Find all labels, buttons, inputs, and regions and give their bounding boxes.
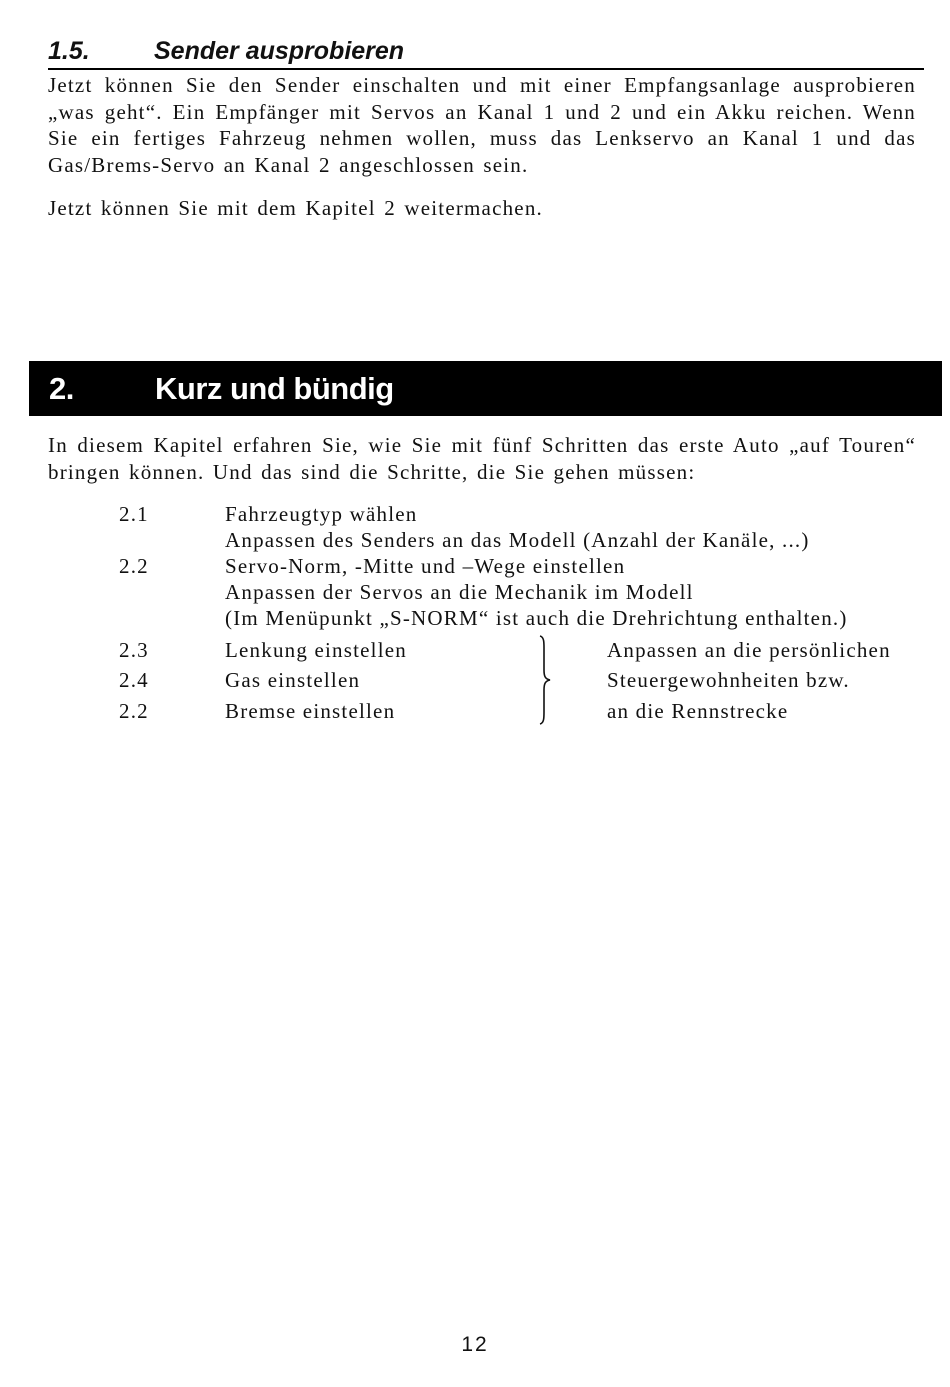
step-text: Gas einstellen (225, 668, 361, 692)
chapter-number: 2. (49, 371, 74, 406)
section-1-5-heading (48, 34, 924, 70)
step-text: Servo-Norm, -Mitte und –Wege einstellen (225, 554, 626, 578)
step-side-note: Steuergewohnheiten bzw. (607, 668, 850, 692)
page-number: 12 (461, 1333, 489, 1356)
chapter-2-heading-bar (29, 361, 942, 416)
section-number: 1.5. (48, 37, 90, 65)
step-text: Lenkung einstellen (225, 638, 407, 662)
section-1-5-paragraph-2: Jetzt können Sie mit dem Kapitel 2 weitermachen. (48, 196, 543, 220)
section-title: Sender ausprobieren (154, 37, 405, 65)
section-1-5-paragraph-1: Jetzt können Sie den Sender einschalten und mit einer Empfangsanlage ausprobieren „was geht“. Ein Empfänger mit Servos an Kanal 1 und 2 und ein Akku reichen. Wenn Sie ein fertiges Fahrzeug nehmen wollen, muss das Lenkservo an Kanal 1 und das Gas/Brems-Servo an Kanal 2 angeschlossen sein. (48, 73, 916, 177)
step-text: Bremse einstellen (225, 699, 396, 723)
step-number: 2.2 (119, 699, 149, 723)
step-text: (Im Menüpunkt „S-NORM“ ist auch die Drehrichtung enthalten.) (225, 606, 848, 630)
step-text: Anpassen des Senders an das Modell (Anzahl der Kanäle, ...) (225, 528, 810, 552)
step-number: 2.1 (119, 502, 149, 526)
step-side-note: an die Rennstrecke (607, 699, 789, 723)
step-row (0, 604, 950, 632)
step-row (0, 636, 950, 664)
step-number: 2.2 (119, 554, 149, 578)
step-row (0, 500, 950, 528)
step-text: Fahrzeugtyp wählen (225, 502, 418, 526)
step-row (0, 526, 950, 554)
curly-brace-icon (530, 634, 554, 726)
step-row (0, 578, 950, 606)
step-side-note: Anpassen an die persönlichen (607, 638, 891, 662)
step-text: Anpassen der Servos an die Mechanik im Modell (225, 580, 694, 604)
step-number: 2.4 (119, 668, 149, 692)
step-row (0, 666, 950, 694)
chapter-2-intro: In diesem Kapitel erfahren Sie, wie Sie mit fünf Schritten das erste Auto „auf Touren“ bringen können. Und das sind die Schritte, die Sie gehen müssen: (48, 433, 916, 484)
chapter-title: Kurz und bündig (155, 371, 394, 406)
step-row (0, 552, 950, 580)
step-number: 2.3 (119, 638, 149, 662)
step-row (0, 697, 950, 725)
